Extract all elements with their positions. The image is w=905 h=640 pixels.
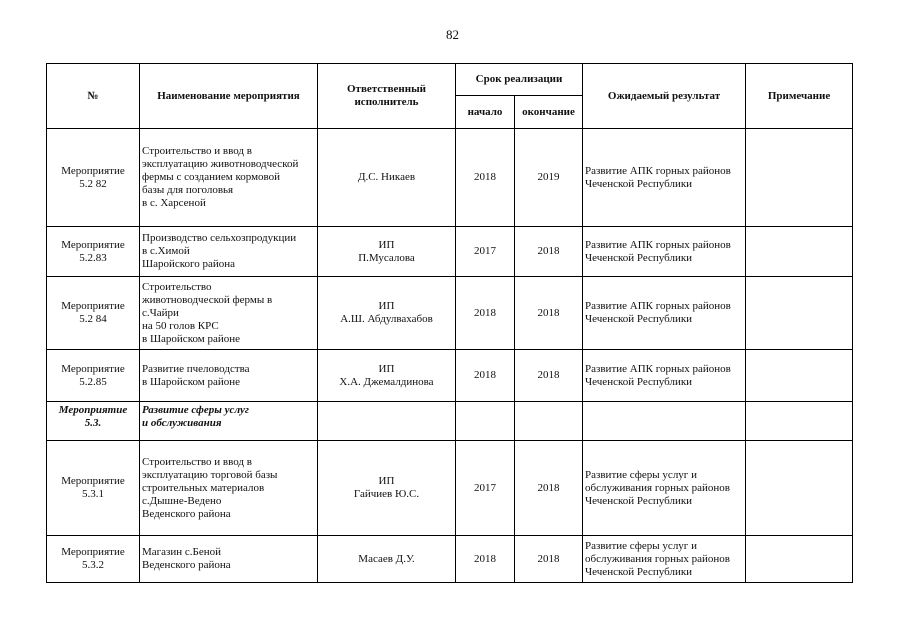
cell-start-year: 2017 [456,227,515,277]
cell-result: Развитие АПК горных районов Чеченской Республики [583,227,746,277]
section-row [47,402,853,441]
cell-num: Мероприятие 5.3. [47,402,140,441]
cell-num: Мероприятие 5.2 82 [47,129,140,227]
header-num: № [47,64,140,129]
cell-result [583,402,746,441]
cell-name: Производство сельхозпродукции в с.Химой Шаройского района [140,227,318,277]
cell-note [746,277,853,350]
table-row [47,441,853,536]
table-row [47,536,853,583]
cell-start-year: 2018 [456,536,515,583]
cell-end-year: 2019 [515,129,583,227]
cell-name: Строительство животноводческой фермы в с.Чайри на 50 голов КРС в Шаройском районе [140,277,318,350]
cell-start-year [456,402,515,441]
cell-end-year: 2018 [515,441,583,536]
cell-responsible: ИП Х.А. Джемалдинова [318,350,456,402]
cell-result: Развитие АПК горных районов Чеченской Республики [583,350,746,402]
cell-responsible: Д.С. Никаев [318,129,456,227]
cell-start-year: 2018 [456,277,515,350]
cell-responsible: ИП Гайчиев Ю.С. [318,441,456,536]
cell-result: Развитие сферы услуг и обслуживания горных районов Чеченской Республики [583,441,746,536]
cell-name: Развитие пчеловодства в Шаройском районе [140,350,318,402]
header-result: Ожидаемый результат [583,64,746,129]
cell-result: Развитие АПК горных районов Чеченской Республики [583,277,746,350]
cell-num: Мероприятие 5.3.1 [47,441,140,536]
table-row [47,227,853,277]
header-start: начало [456,96,515,129]
header-note: Примечание [746,64,853,129]
cell-num: Мероприятие 5.2.85 [47,350,140,402]
cell-start-year: 2018 [456,350,515,402]
cell-note [746,350,853,402]
cell-end-year [515,402,583,441]
cell-responsible: Масаев Д.У. [318,536,456,583]
table-row [47,277,853,350]
cell-name: Развитие сферы услуг и обслуживания [140,402,318,441]
cell-num: Мероприятие 5.2.83 [47,227,140,277]
cell-name: Строительство и ввод в эксплуатацию торговой базы строительных материалов с.Дышне-Ведено Веденского района [140,441,318,536]
table-row [47,129,853,227]
header-period: Срок реализации [456,64,583,96]
cell-responsible: ИП А.Ш. Абдулвахабов [318,277,456,350]
cell-name: Строительство и ввод в эксплуатацию животноводческой фермы с созданием кормовой базы для поголовья в с. Харсеной [140,129,318,227]
header-name: Наименование мероприятия [140,64,318,129]
header-end: окончание [515,96,583,129]
cell-end-year: 2018 [515,350,583,402]
cell-note [746,129,853,227]
cell-responsible: ИП П.Мусалова [318,227,456,277]
cell-note [746,536,853,583]
cell-responsible [318,402,456,441]
page-number: 82 [446,27,459,42]
cell-end-year: 2018 [515,227,583,277]
header-responsible: Ответственный исполнитель [318,64,456,129]
cell-result: Развитие АПК горных районов Чеченской Республики [583,129,746,227]
cell-num: Мероприятие 5.2 84 [47,277,140,350]
cell-note [746,441,853,536]
cell-start-year: 2017 [456,441,515,536]
cell-result: Развитие сферы услуг и обслуживания горных районов Чеченской Республики [583,536,746,583]
cell-note [746,227,853,277]
events-table [46,63,853,583]
table-row [47,350,853,402]
cell-end-year: 2018 [515,536,583,583]
cell-end-year: 2018 [515,277,583,350]
cell-note [746,402,853,441]
cell-num: Мероприятие 5.3.2 [47,536,140,583]
cell-name: Магазин с.Беной Веденского района [140,536,318,583]
cell-start-year: 2018 [456,129,515,227]
